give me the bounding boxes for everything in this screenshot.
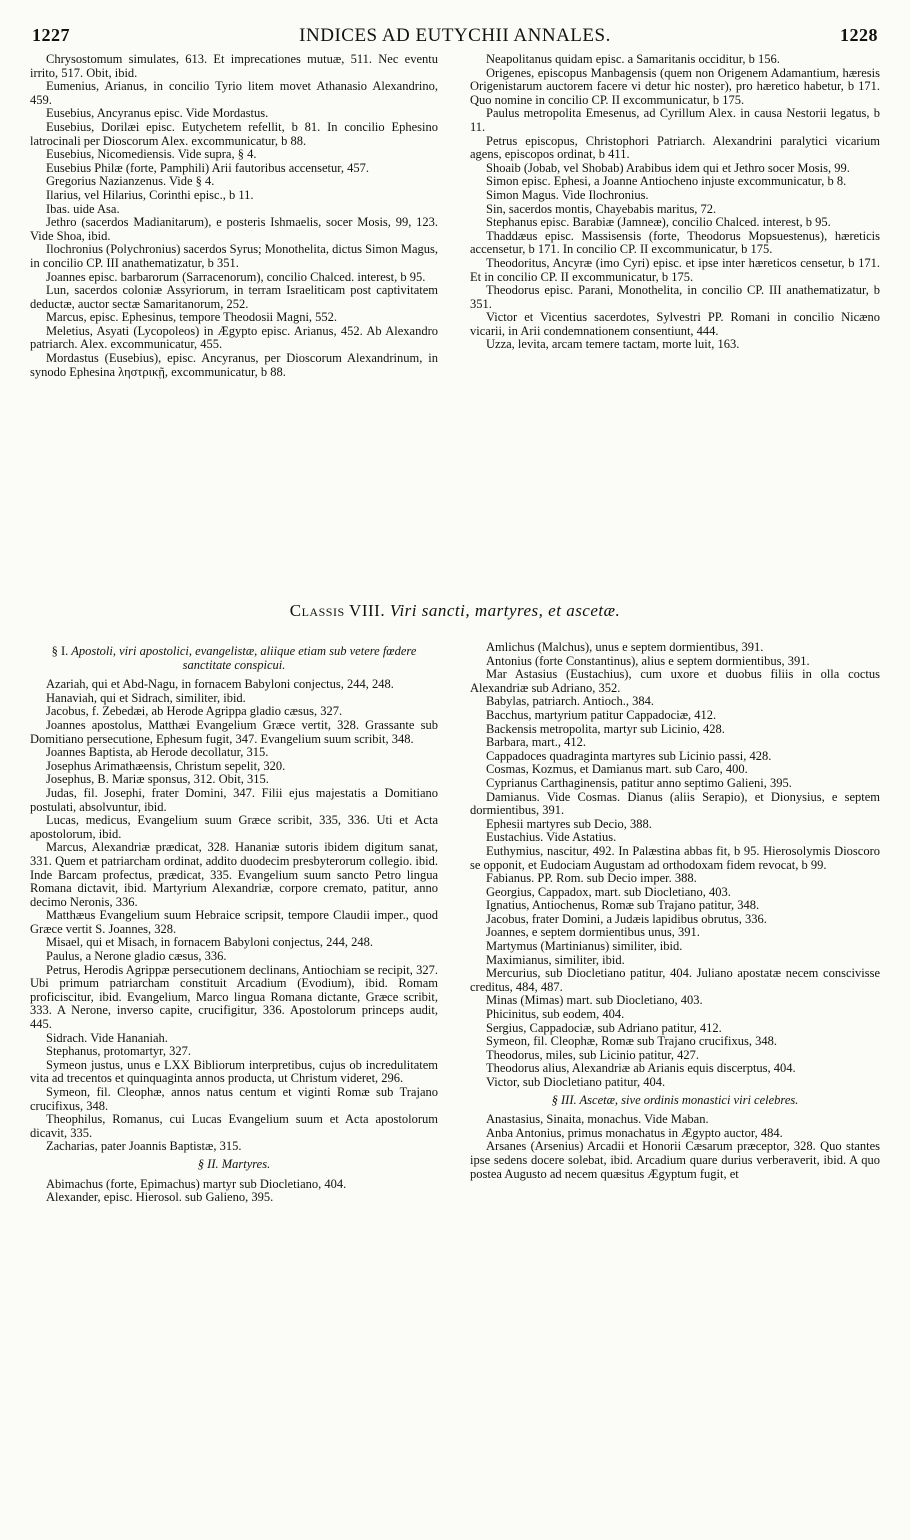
index-entry: Theodoritus, Ancyræ (imo Cyri) episc. et ipse inter hæreticos censetur, b 171. Et in concilio CP. II excommunicatur, b 175. — [470, 255, 880, 284]
index-entry: Barbara, mart., 412. — [486, 735, 586, 750]
index-entry: Ilochronius (Polychronius) sacerdos Syrus; Monothelita, dictus Simon Magus, in concilio CP. III anathematizatur, b 351. — [30, 242, 438, 270]
index-entry: Mercurius, sub Diocletiano patitur, 404. Juliano apostatæ necem conscivisse creditus, 484, 487. — [470, 966, 880, 994]
classis-heading — [30, 601, 880, 621]
index-entry: Victor et Vicentius sacerdotes, Sylvestri PP. Romani in concilio Nicæno vicarii, in Arii condemnationem consentiunt, 444. — [470, 310, 880, 338]
index-entry: Marcus, Alexandriæ prædicat, 328. Hananiæ sutoris ibidem digitum sanat, 331. Quem et patriarcham ordinat, addito duodecim presbyterorum collegio. ibid. Inde Barcam profectus, prædicat, 335. Evangelium suum sancto Petro lingua Romana dictavit, ibid. Martyrium Alexandriæ, corpore cremato, patitur, anno decimo Neronis, 336. — [30, 840, 438, 909]
index-entry: Amlichus (Malchus), unus e septem dormientibus, 391. — [486, 640, 764, 654]
index-entry: Simon Magus. Vide Ilochronius. — [486, 187, 649, 202]
index-entry: Stephanus episc. Barabiæ (Jamneæ), concilio Chalced. interest, b 95. — [486, 215, 831, 230]
index-entry: Fabianus. PP. Rom. sub Decio imper. 388. — [486, 871, 697, 886]
page-number-left: 1227 — [32, 25, 70, 45]
index-entry: Cyprianus Carthaginensis, patitur anno septimo Galieni, 395. — [486, 775, 792, 790]
index-entry: Anastasius, Sinaita, monachus. Vide Maban. — [486, 1112, 709, 1127]
index-entry: Lucas, medicus, Evangelium suum Græce scribit, 335, 336. Uti et Acta apostolorum, ibid. — [30, 813, 438, 841]
index-entry: Martymus (Martinianus) similiter, ibid. — [486, 939, 683, 954]
classis-label: Classis VIII. — [289, 601, 386, 620]
section-heading-2: § II. Martyres. — [197, 1156, 271, 1171]
index-entry: Paulus, a Nerone gladio cæsus, 336. — [46, 949, 227, 964]
index-entry: Uzza, levita, arcam temere tactam, morte luit, 163. — [486, 337, 740, 352]
section-heading-1 — [30, 645, 438, 672]
top-left-column — [30, 53, 438, 561]
section-3-entries — [470, 1113, 880, 1181]
index-entry: Marcus, episc. Ephesinus, tempore Theodosii Magni, 552. — [46, 310, 338, 325]
running-title: INDICES AD EUTYCHII ANNALES. — [299, 25, 611, 46]
index-entry: Judas, fil. Josephi, frater Domini, 347. Filii ejus majestatis a Domitiano postulati, absolvuntur, ibid. — [30, 785, 438, 814]
index-entry: Lun, sacerdos coloniæ Assyriorum, in terram Israeliticam post captivitatem deductæ, auctor sectæ Samaritanorum, 252. — [30, 283, 438, 311]
section-2-entries-right — [470, 641, 880, 1090]
index-entry: Matthæus Evangelium suum Hebraice scripsit, tempore Claudii imper., quod Græce vertit S. Joannes, 328. — [30, 908, 438, 936]
running-header — [32, 24, 878, 47]
index-entry: Joannes apostolus, Matthæi Evangelium Græce vertit, 328. Grassante sub Domitiano persecutione, Ephesum fugit, 347. Evangelium suum scribit, 348. — [30, 717, 438, 746]
index-entry: Cappadoces quadraginta martyres sub Licinio passi, 428. — [486, 748, 772, 763]
index-entry: Mordastus (Eusebius), episc. Ancyranus, per Dioscorum Alexandrinum, in synodo Ephesina ληστρικῇ, excommunicatur, b 88. — [30, 351, 438, 379]
index-entry: Eusebius, Ancyranus episc. Vide Mordastus. — [46, 106, 269, 121]
index-entry: Mar Astasius (Eustachius), cum uxore et duobus filiis in olla coctus Alexandriæ sub Adriano, 352. — [470, 667, 880, 695]
index-entry: Origenes, episcopus Manbagensis (quem non Origenem Adamantium, hæresis Origenistarum auctorem facere vi detur hic noster), pro hæretico habetur, b 171. Quo nomine in concilio CP. II excommunicatur, b 175. — [470, 65, 880, 107]
index-entry: Euthymius, nascitur, 492. In Palæstina abbas fit, b 95. Hierosolymis Dioscoro se opponit, et Eudociam Augustam ad orthodoxam fidem revocat, b 99. — [470, 843, 880, 872]
index-entry: Sidrach. Vide Hananiah. — [46, 1030, 168, 1045]
index-entry: Chrysostomum simulates, 613. Et imprecationes mutuæ, 511. Nec eventu irrito, 517. Obit, ibid. — [30, 52, 438, 80]
index-entry: Arsanes (Arsenius) Arcadii et Honorii Cæsarum præceptor, 328. Quo stantes ipse sedens docere solebat, ibid. Arcadium quare durius verberaverit, ibid. A quo postea Augusto ad necem quæsitus Ægyptum fugit, et — [470, 1139, 880, 1181]
index-entry: Paulus metropolita Emesenus, ad Cyrillum Alex. in causa Nestorii legatus, b 11. — [470, 106, 880, 134]
bottom-left-column — [30, 641, 438, 1205]
index-entry: Theophilus, Romanus, cui Lucas Evangelium suum et Acta apostolorum dicavit, 335. — [30, 1112, 438, 1140]
index-entry: Symeon, fil. Cleophæ, Romæ sub Trajano crucifixus, 348. — [486, 1034, 777, 1049]
top-right-column — [470, 53, 880, 561]
index-entry: Petrus, Herodis Agrippæ persecutionem declinans, Antiochiam se recipit, 327. Ubi primum patriarcham constituit Arcadium (Evodium), ibid. Romam proficiscitur, ibid. Evangelium, Marco lingua Romana dictante, Græce scribit, 333. A Nerone, inverso capite, crucifigitur, 336. Apostolorum princeps audit, 445. — [30, 962, 438, 1032]
top-columns — [30, 53, 880, 561]
section-1-mark: § I. — [51, 644, 69, 658]
classis-title: Viri sancti, martyres, et ascetæ. — [389, 601, 621, 620]
index-entry: Ilarius, vel Hilarius, Corinthi episc., b 11. — [46, 187, 254, 202]
index-entry: Shoaib (Jobab, vel Shobab) Arabibus idem qui et Jethro socer Mosis, 99. — [486, 160, 850, 175]
index-entry: Azariah, qui et Abd-Nagu, in fornacem Babyloni conjectus, 244, 248. — [46, 677, 394, 692]
index-entry: Sin, sacerdos montis, Chayebabis maritus, 72. — [486, 201, 717, 216]
index-entry: Joannes Baptista, ab Herode decollatur, 315. — [46, 745, 269, 760]
section-1-title: Apostoli, viri apostolici, evangelistæ, aliique etiam sub vetere fœdere sanctitate conspicui. — [71, 644, 417, 672]
index-entry: Stephanus, protomartyr, 327. — [46, 1044, 191, 1059]
index-entry: Theodorus alius, Alexandriæ ab Arianis equis discerptus, 404. — [486, 1061, 796, 1076]
index-entry: Minas (Mimas) mart. sub Diocletiano, 403. — [486, 993, 703, 1008]
index-entry: Maximianus, similiter, ibid. — [486, 952, 625, 967]
index-entry: Phicinitus, sub eodem, 404. — [486, 1007, 625, 1022]
index-entry: Damianus. Vide Cosmas. Dianus (aliis Serapio), et Dionysius, e septem dormientibus, 391. — [470, 789, 880, 818]
index-entry: Thaddæus episc. Massisensis (forte, Theodorus Mopsuestenus), hæreticis accensetur, b 171. In concilio CP. II excommunicatur, b 175. — [470, 228, 880, 257]
index-entry: Ephesii martyres sub Decio, 388. — [486, 816, 652, 831]
section-heading-3: § III. Ascetæ, sive ordinis monastici viri celebres. — [551, 1092, 799, 1107]
index-entry: Cosmas, Kozmus, et Damianus mart. sub Caro, 400. — [486, 762, 748, 777]
index-entry: Simon episc. Ephesi, a Joanne Antiocheno injuste excommunicatur, b 8. — [486, 174, 847, 189]
index-entry: Eusebius, Dorilæi episc. Eutychetem refellit, b 81. In concilio Ephesino latrocinali per Dioscorum Alex. excommunicatur, b 88. — [30, 119, 438, 148]
page-number-right: 1228 — [840, 25, 878, 45]
index-entry: Abimachus (forte, Epimachus) martyr sub Diocletiano, 404. — [46, 1176, 347, 1191]
index-entry: Jethro (sacerdos Madianitarum), e posteris Ishmaelis, socer Mosis, 99, 123. Vide Shoa, ibid. — [30, 215, 438, 243]
index-entry: Ignatius, Antiochenus, Romæ sub Trajano patitur, 348. — [486, 898, 760, 913]
index-entry: Theodorus, miles, sub Licinio patitur, 427. — [486, 1047, 700, 1062]
index-entry: Alexander, episc. Hierosol. sub Galieno, 395. — [46, 1190, 274, 1205]
index-entry: Joannes, e septem dormientibus unus, 391. — [486, 925, 700, 940]
index-entry: Jacobus, frater Domini, a Judæis lapidibus obrutus, 336. — [486, 911, 767, 926]
index-entry: Eusebius Philæ (forte, Pamphili) Arii fautoribus accensetur, 457. — [46, 160, 370, 175]
index-entry: Babylas, patriarch. Antioch., 384. — [486, 694, 655, 709]
index-entry: Bacchus, martyrium patitur Cappadociæ, 412. — [486, 707, 717, 722]
index-entry: Victor, sub Diocletiano patitur, 404. — [486, 1075, 666, 1089]
index-entry: Theodorus episc. Parani, Monothelita, in concilio CP. III anathematizatur, b 351. — [470, 283, 880, 311]
index-entry: Zacharias, pater Joannis Baptistæ, 315. — [46, 1139, 242, 1154]
index-entry: Josephus, B. Mariæ sponsus, 312. Obit, 315. — [46, 772, 269, 787]
index-entry: Hanaviah, qui et Sidrach, similiter, ibid. — [46, 690, 246, 705]
index-entry: Josephus Arimathæensis, Christum sepelit, 320. — [46, 758, 286, 773]
index-entry: Sergius, Cappadociæ, sub Adriano patitur, 412. — [486, 1020, 722, 1035]
index-entry: Georgius, Cappadox, mart. sub Diocletiano, 403. — [486, 884, 731, 899]
index-entry: Gregorius Nazianzenus. Vide § 4. — [46, 174, 215, 189]
index-entry: Backensis metropolita, martyr sub Licinio, 428. — [486, 721, 725, 736]
index-entry: Ibas. uide Asa. — [46, 201, 120, 216]
index-entry: Eumenius, Arianus, in concilio Tyrio litem movet Athanasio Alexandrino, 459. — [30, 79, 438, 107]
index-entry: Anba Antonius, primus monachatus in Ægypto auctor, 484. — [486, 1125, 783, 1140]
index-entry: Jacobus, f. Zebedæi, ab Herode Agrippa gladio cæsus, 327. — [46, 704, 343, 719]
index-entry: Petrus episcopus, Christophori Patriarch. Alexandrini paralytici vicarium agens, episcopos ordinat, b 411. — [470, 133, 880, 162]
index-entry: Misael, qui et Misach, in fornacem Babyloni conjectus, 244, 248. — [46, 935, 374, 950]
index-entry: Neapolitanus quidam episc. a Samaritanis occiditur, b 156. — [486, 52, 780, 66]
index-entry: Antonius (forte Constantinus), alius e septem dormientibus, 391. — [486, 653, 810, 668]
index-entry: Symeon, fil. Cleophæ, annos natus centum et viginti Romæ sub Trajano crucifixus, 348. — [30, 1085, 438, 1113]
index-entry: Eusebius, Nicomediensis. Vide supra, § 4. — [46, 147, 257, 162]
index-entry: Joannes episc. barbarorum (Sarracenorum), concilio Chalced. interest, b 95. — [46, 269, 426, 284]
index-entry: Meletius, Asyati (Lycopoleos) in Ægypto episc. Arianus, 452. Ab Alexandro patriarch. Alex. excommunicatur, 455. — [30, 323, 438, 352]
section-2-entries-left — [30, 1178, 438, 1205]
section-1-entries — [30, 678, 438, 1154]
bottom-columns — [30, 641, 880, 1205]
index-entry: Eustachius. Vide Astatius. — [486, 830, 617, 845]
index-entry: Symeon justus, unus e LXX Bibliorum interpretibus, cujus ob incredulitatem vita ad trecentos et quinquaginta annos producta, ut Christum videret, 296. — [30, 1057, 438, 1086]
bottom-right-column — [470, 641, 880, 1205]
